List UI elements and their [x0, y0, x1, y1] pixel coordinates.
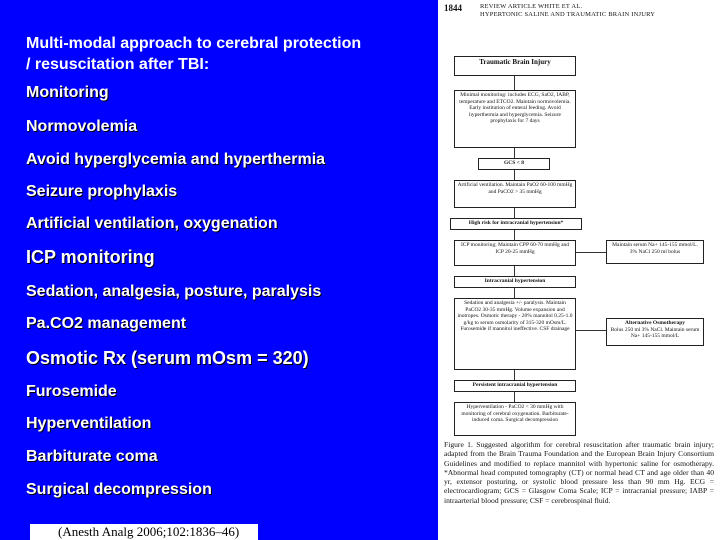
connector	[576, 330, 606, 331]
connector	[514, 208, 515, 218]
citation: (Anesth Analg 2006;102:1836–46)	[30, 524, 258, 540]
connector	[514, 76, 515, 90]
flow-box-ventilation: Artificial ventilation. Maintain PaO2 60-100 mmHg and PaCO2 > 35 mmHg	[454, 180, 576, 208]
list-item-monitoring: Monitoring	[26, 84, 109, 101]
list-item-seizure-prophylaxis: Seizure prophylaxis	[26, 183, 178, 200]
page-number: 1844	[444, 3, 462, 13]
flow-box-hyperventilation: Hyperventilation - PaCO2 < 30 mmHg with monitoring of cerebral oxygenation. Barbiturate-induced coma. Surgical decompression	[454, 402, 576, 436]
list-item-artificial-ventilation: Artificial ventilation, oxygenation	[26, 215, 278, 232]
list-item-sedation: Sedation, analgesia, posture, paralysis	[26, 283, 322, 300]
list-item-paco2: Pa.CO2 management	[26, 315, 187, 332]
heading-line-1: Multi-modal approach to cerebral protection	[26, 35, 362, 52]
connector	[514, 288, 515, 298]
figure-caption: Figure 1. Suggested algorithm for cerebral resuscitation after traumatic brain injury; adapted from the Brain Trauma Foundation and the European Brain Injury Consortium Guidelines and modified to replace mannitol with hypertonic saline for osmotherapy. *Abnormal head computed tomography (CT) or normal head CT and age older than 40 yr, extensor posturing, or systolic blood pressure less than 90 mm Hg. ECG = electrocardiogram; GCS = Glasgow Coma Scale; ICP = intracranial pressure; IABP = intraarterial blood pressure; CSF = cerebrospinal fluid.	[444, 440, 714, 505]
connector	[514, 148, 515, 158]
flow-box-persistent: Persistent intracranial hypertension	[454, 380, 576, 392]
list-item-avoid-hyperglycemia: Avoid hyperglycemia and hyperthermia	[26, 151, 326, 168]
connector	[514, 370, 515, 380]
list-item-barbiturate-coma: Barbiturate coma	[26, 448, 158, 465]
flow-box-sedation: Sedation and analgesia +/- paralysis. Maintain PaCO2 30-35 mmHg. Volume expansion and inotropes. Osmotic therapy - 20% mannitol 0.25-1.0 g/kg to serum osmolarity of 315-320 mOsm/L. Furosemide if mannitol ineffective. CSF drainage	[454, 298, 576, 370]
flow-box-intracranial: Intracranial hypertension	[454, 276, 576, 288]
list-item-normovolemia: Normovolemia	[26, 118, 138, 135]
connector	[514, 392, 515, 402]
alt-osmotherapy-text: Bolus 250 ml 3% NaCl. Maintain serum Na+ 145-155 mmol/L	[610, 326, 700, 339]
alt-osmotherapy-title: Alternative Osmotherapy	[624, 320, 686, 326]
list-item-osmotic-rx: Osmotic Rx (serum mOsm = 320)	[26, 348, 309, 368]
list-item-furosemide: Furosemide	[26, 383, 117, 400]
flow-box-alternative-osmotherapy	[606, 318, 704, 346]
connector	[514, 266, 515, 276]
connector	[514, 170, 515, 180]
flow-box-monitoring: Minimal monitoring: includes ECG, SaO2, IABP, temperature and ETCO2. Maintain normovolemia. Early institution of enteral feeding. Avoid hyperthermia and hyperglycemia. Seizure prophylaxis for 7 days	[454, 90, 576, 148]
running-head-line-1: REVIEW ARTICLE WHITE ET AL.	[480, 3, 583, 10]
flow-box-icp: ICP monitoring; Maintain CPP 60-70 mmHg and ICP 20-25 mmHg	[454, 240, 576, 266]
flow-title-box: Traumatic Brain Injury	[454, 56, 576, 76]
connector	[576, 252, 606, 253]
list-item-hyperventilation: Hyperventilation	[26, 415, 152, 432]
list-item-surgical-decompression: Surgical decompression	[26, 481, 212, 498]
heading-line-2: / resuscitation after TBI:	[26, 56, 210, 73]
flow-box-maintain-sodium: Maintain serum Na+ 145-155 mmol/L. 3% NaCl 250 ml bolus	[606, 240, 704, 264]
running-head-line-2: HYPERTONIC SALINE AND TRAUMATIC BRAIN INJURY	[480, 11, 656, 18]
flow-box-high-risk: High risk for intracranial hypertension*	[450, 218, 582, 230]
flow-box-gcs: GCS < 8	[478, 158, 550, 170]
running-head	[480, 3, 655, 19]
list-item-icp-monitoring: ICP monitoring	[26, 247, 155, 267]
paper-figure	[438, 0, 720, 540]
slide-heading	[26, 33, 426, 75]
connector	[514, 230, 515, 240]
